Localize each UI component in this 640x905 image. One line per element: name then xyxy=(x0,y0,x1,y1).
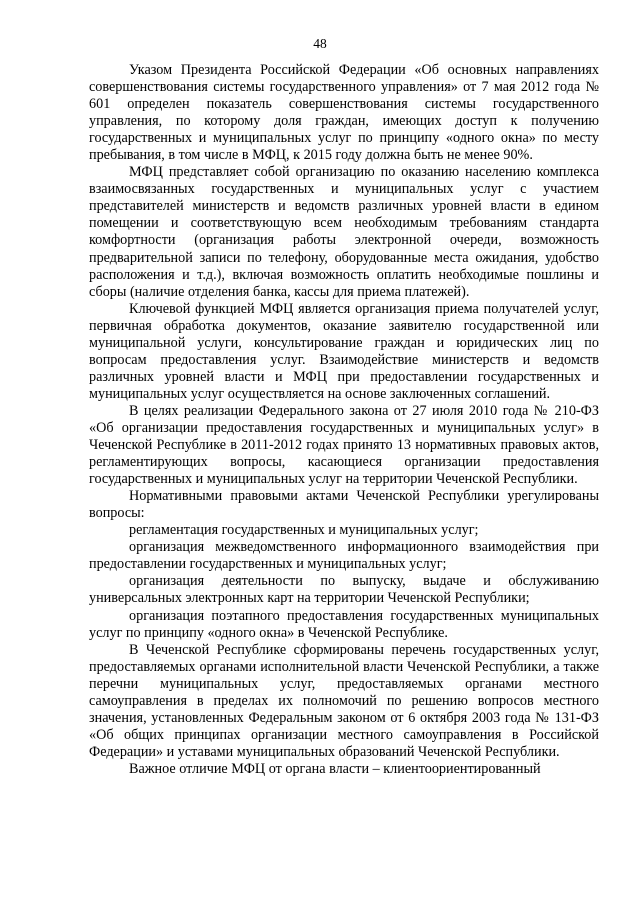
list-item: регламентация государственных и муниципальных услуг; xyxy=(129,522,479,539)
paragraph: В целях реализации Федерального закона от 27 июля 2010 года № 210-ФЗ «Об организации предоставления государственных и муниципальных услуг» в Чеченской Республике в 2011-2012 годах принято 13 нормативных правовых актов, регламентирующих вопросы, касающиеся организации предоставления государственных и муниципальных услуг на территории Чеченской Республики. xyxy=(89,402,599,488)
paragraph: МФЦ представляет собой организацию по оказанию населению комплекса взаимосвязанных государственных и муниципальных услуг с участием представителей министерств и ведомств различных уровней власти в едином помещении и соответствующую всем необходимым требованиям стандарта комфортности (организация работы электронной очереди, возможность предварительной записи по телефону, оборудованные места ожидания, удобство расположения и т.д.), включая возможность оплатить необходимые пошлины и сборы (наличие отделения банка, кассы для приема платежей). xyxy=(89,164,599,300)
paragraph: В Чеченской Республике сформированы перечень государственных услуг, предоставляемых органами исполнительной власти Чеченской Республики, а также перечни муниципальных услуг, предоставляемых органами местного самоуправления в пределах их полномочий по решению вопросов местного значения, установленных Федеральным законом от 6 октября 2003 года № 131-ФЗ «Об общих принципах организации местного самоуправления в Российской Федерации» и уставами муниципальных образований Чеченской Республики. xyxy=(89,641,599,760)
body-text xyxy=(89,62,599,778)
list-item: организация поэтапного предоставления государственных муниципальных услуг по принципу «одного окна» в Чеченской Республике. xyxy=(89,607,599,641)
paragraph: Ключевой функцией МФЦ является организация приема получателей услуг, первичная обработка документов, оказание заявителю государственной или муниципальной услуги, консультирование граждан и юридических лиц по вопросам предоставления услуг. Взаимодействие министерств и ведомств различных уровней власти и МФЦ при предоставлении государственных и муниципальных услуг осуществляется на основе заключенных соглашений. xyxy=(89,300,599,402)
list-item: организация деятельности по выпуску, выдаче и обслуживанию универсальных электронных карт на территории Чеченской Республики; xyxy=(89,573,599,607)
paragraph: Нормативными правовыми актами Чеченской Республики урегулированы вопросы: xyxy=(89,488,599,522)
paragraph: Указом Президента Российской Федерации «Об основных направлениях совершенствования системы государственного управления» от 7 мая 2012 года № 601 определен показатель совершенствования системы государственного управления, по которому доля граждан, имеющих доступ к получению государственных и муниципальных услуг по принципу «одного окна» по месту пребывания, в том числе в МФЦ, к 2015 году должна быть не менее 90%. xyxy=(89,62,599,164)
page-number: 48 xyxy=(313,36,327,51)
list-item: организация межведомственного информационного взаимодействия при предоставлении государственных и муниципальных услуг; xyxy=(89,539,599,573)
paragraph: Важное отличие МФЦ от органа власти – клиентоориентированный xyxy=(129,760,541,777)
